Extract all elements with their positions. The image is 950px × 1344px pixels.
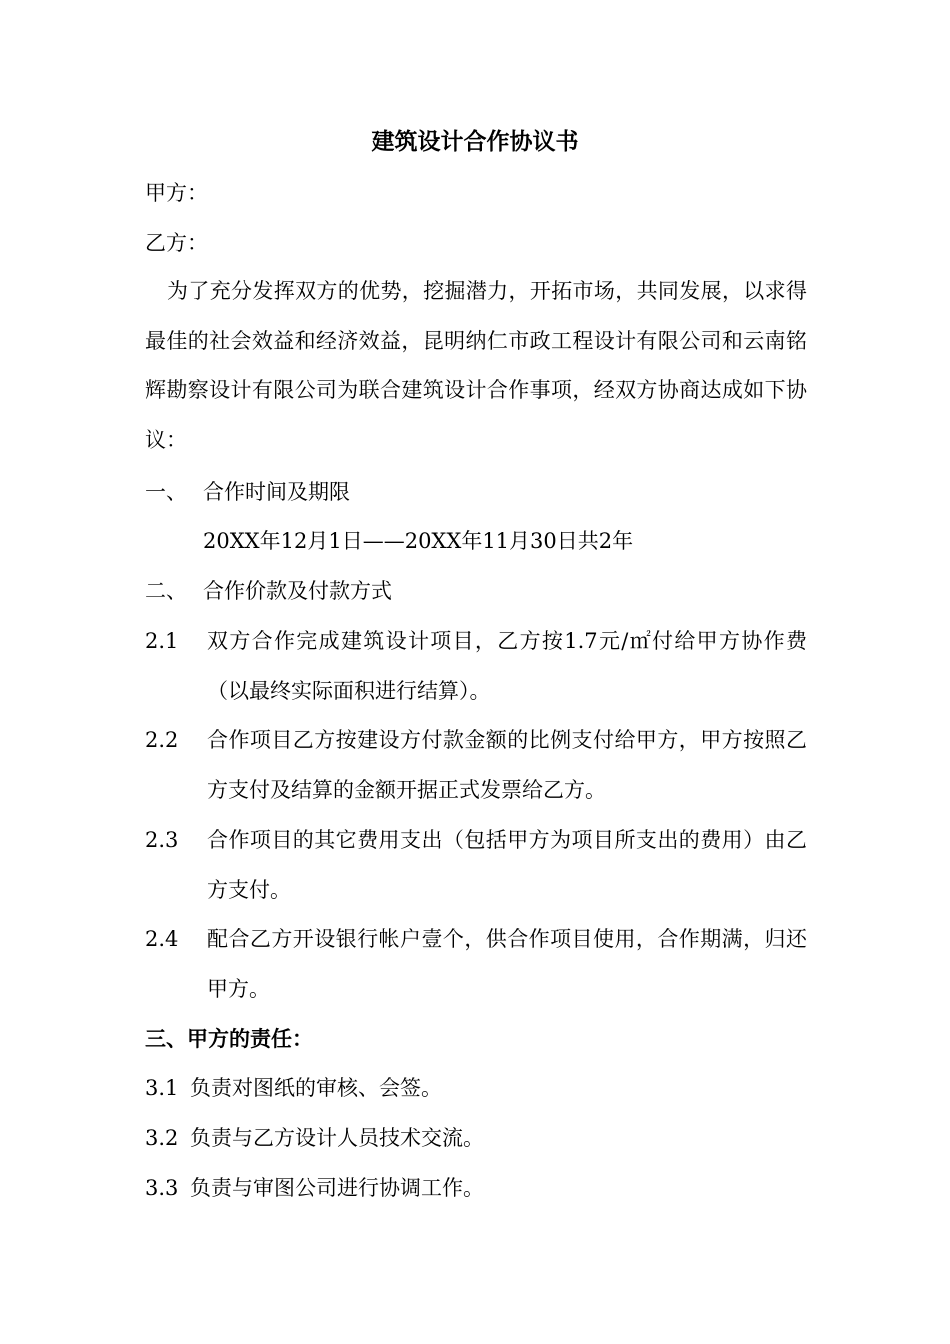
item-2-3-number: 2.3 xyxy=(145,828,179,852)
section2-heading: 合作价款及付款方式 xyxy=(203,579,392,603)
intro-paragraph: 为了充分发挥双方的优势，挖掘潜力，开拓市场，共同发展，以求得最佳的社会效益和经济效益，昆明纳仁市政工程设计有限公司和云南铭辉勘察设计有限公司为联合建筑设计合作事项，经双方协商达成如下协议： xyxy=(145,279,807,452)
section2-number: 二、 xyxy=(145,579,187,603)
item-2-1-text: 双方合作完成建筑设计项目，乙方按1.7元/㎡付给甲方协作费（以最终实际面积进行结算）。 xyxy=(207,629,807,703)
item-2-4-text: 配合乙方开设银行帐户壹个，供合作项目使用，合作期满，归还甲方。 xyxy=(207,927,807,1001)
item-3-3-number: 3.3 xyxy=(145,1176,179,1200)
item-2-2-number: 2.2 xyxy=(145,728,179,752)
party-b-label: 乙方： xyxy=(145,231,208,255)
document-title: 建筑设计合作协议书 xyxy=(371,128,579,155)
item-2-3-text: 合作项目的其它费用支出（包括甲方为项目所支出的费用）由乙方支付。 xyxy=(207,828,807,902)
item-3-1-text: 负责对图纸的审核、会签。 xyxy=(190,1076,442,1100)
item-3-1-number: 3.1 xyxy=(145,1076,179,1100)
item-2-4-number: 2.4 xyxy=(145,927,179,951)
section1-number: 一、 xyxy=(145,480,187,504)
section1-content: 20XX年12月1日——20XX年11月30日共2年 xyxy=(203,529,634,553)
item-3-3-text: 负责与审图公司进行协调工作。 xyxy=(190,1176,484,1200)
item-3-2-text: 负责与乙方设计人员技术交流。 xyxy=(190,1126,484,1150)
section1-heading: 合作时间及期限 xyxy=(203,480,350,504)
item-2-1-number: 2.1 xyxy=(145,629,179,653)
item-2-2-text: 合作项目乙方按建设方付款金额的比例支付给甲方，甲方按照乙方支付及结算的金额开据正式发票给乙方。 xyxy=(207,728,807,802)
item-3-2-number: 3.2 xyxy=(145,1126,179,1150)
party-a-label: 甲方： xyxy=(145,181,208,205)
section3-heading: 三、甲方的责任： xyxy=(145,1026,313,1051)
